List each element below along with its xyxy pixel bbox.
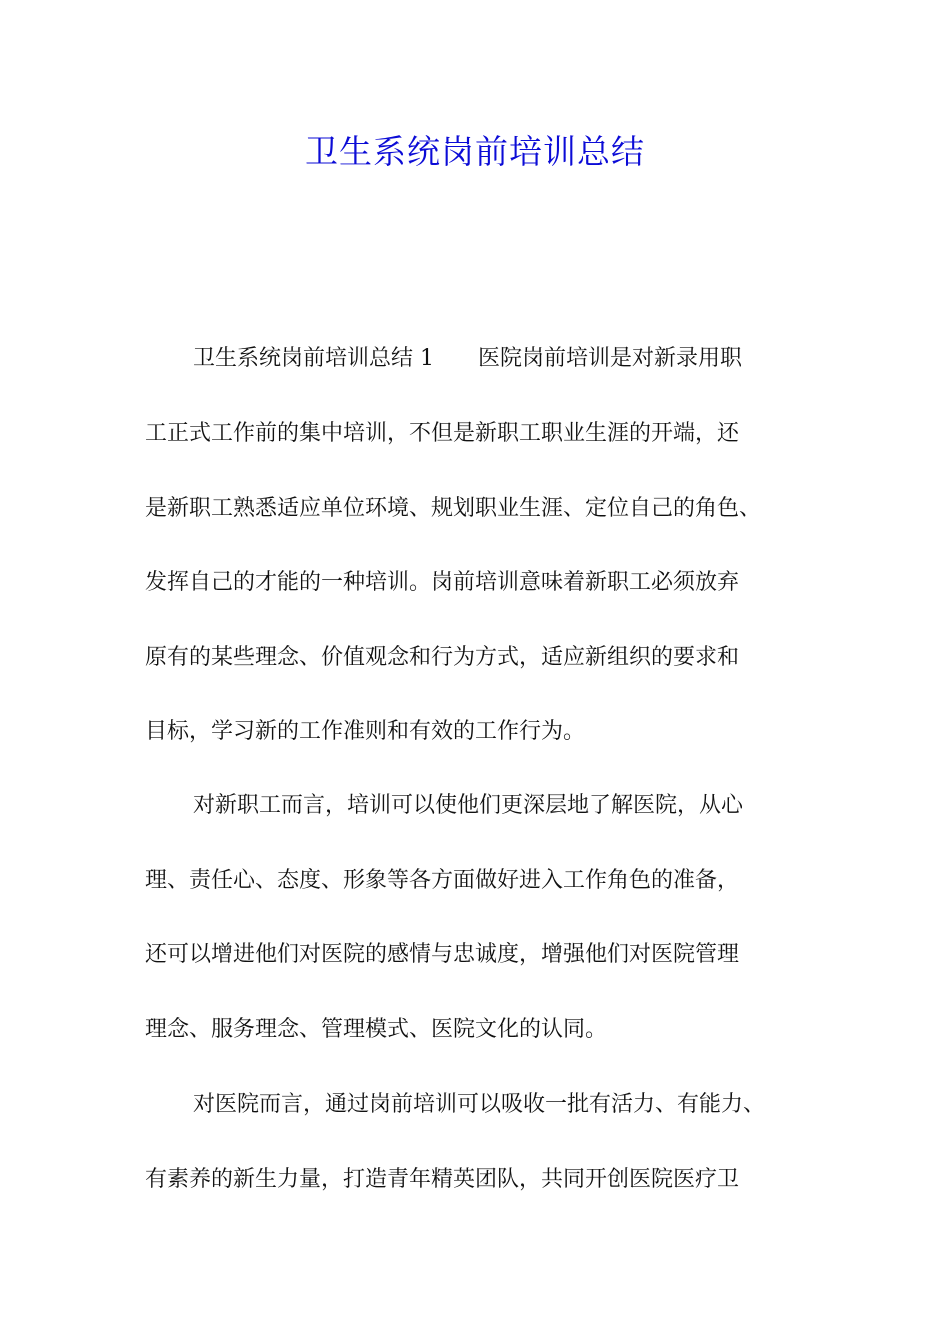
paragraph-line: 理、责任心、态度、形象等各方面做好进入工作角色的准备，: [145, 868, 740, 893]
paragraph-line: 对新职工而言，培训可以使他们更深层地了解医院，从心: [193, 793, 744, 818]
paragraph-line: 原有的某些理念、价值观念和行为方式，适应新组织的要求和: [145, 645, 740, 670]
paragraph-line: 理念、服务理念、管理模式、医院文化的认同。: [145, 1017, 608, 1042]
paragraph-line: 发挥自己的才能的一种培训。岗前培训意味着新职工必须放弃: [145, 570, 740, 595]
paragraph-line: 目标，学习新的工作准则和有效的工作行为。: [145, 719, 586, 744]
paragraph-line: 是新职工熟悉适应单位环境、规划职业生涯、定位自己的角色、: [145, 496, 762, 521]
paragraph-line: 有素养的新生力量，打造青年精英团队，共同开创医院医疗卫: [145, 1167, 740, 1192]
paragraph-line: 还可以增进他们对医院的感情与忠诚度，增强他们对医院管理: [145, 942, 740, 967]
paragraph-line: 对医院而言，通过岗前培训可以吸收一批有活力、有能力、: [193, 1092, 766, 1117]
paragraph-line: 工正式工作前的集中培训，不但是新职工职业生涯的开端，还: [145, 421, 740, 446]
document-title: 卫生系统岗前培训总结: [305, 132, 645, 171]
paragraph-line: 卫生系统岗前培训总结 1 医院岗前培训是对新录用职: [193, 346, 742, 371]
